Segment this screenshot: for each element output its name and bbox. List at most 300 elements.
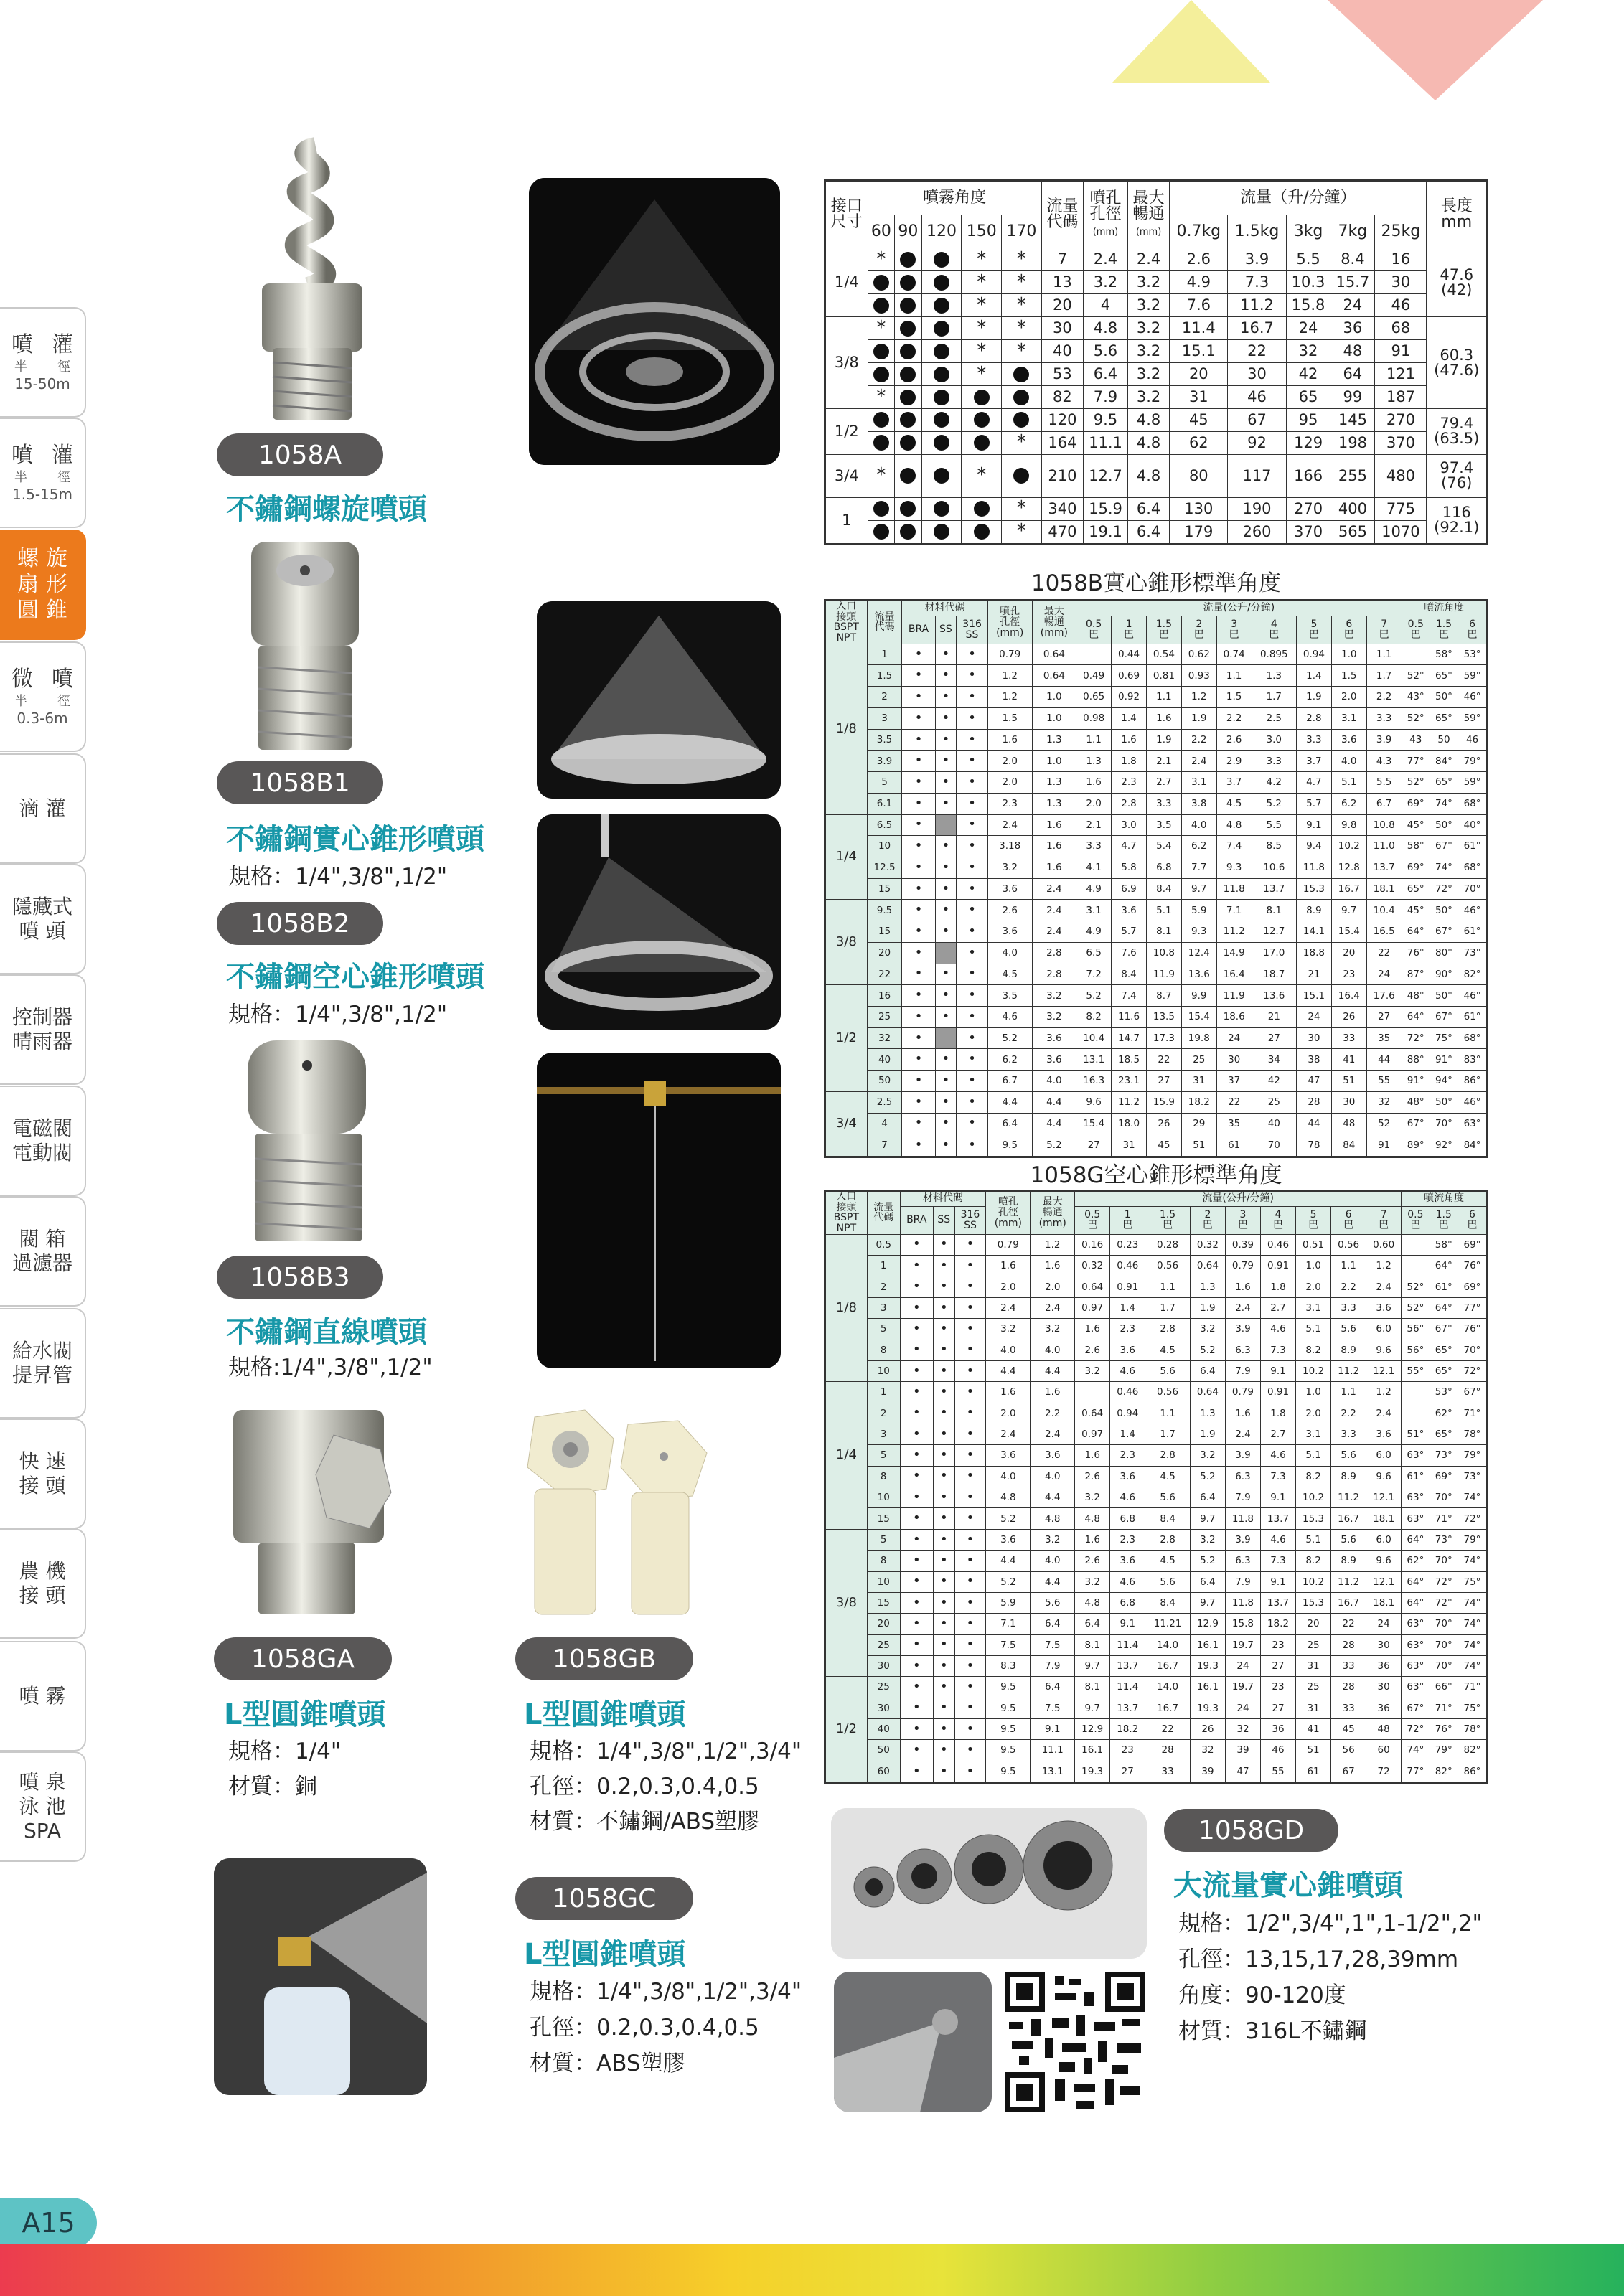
t3-cell: 8.2 [1296, 1466, 1331, 1487]
t1-flow-cell: 370 [1286, 520, 1330, 544]
t3-cell: 6.4 [1190, 1571, 1225, 1592]
t2-cell: 2.4 [1032, 921, 1076, 943]
t2-cell: 50° [1430, 814, 1458, 836]
t2-cell: 0.93 [1181, 665, 1216, 687]
t3-cell: 27 [1260, 1698, 1295, 1718]
sidebar-tab-11[interactable] [0, 1418, 86, 1529]
t2-cell: 1.5 [1216, 687, 1252, 708]
t2-cell: 1.0 [1032, 707, 1076, 729]
page-number: A15 [0, 2198, 97, 2248]
asterisk-icon: * [1016, 520, 1026, 542]
t2-cell: 65° [1402, 878, 1430, 900]
sidebar-tab-3[interactable] [0, 530, 86, 640]
t1-pressure-col: 0.7kg [1170, 215, 1228, 248]
t3-cell: 55° [1402, 1360, 1430, 1381]
t2-cell: 22 [867, 964, 902, 985]
t2-cell: 10.8 [1366, 814, 1402, 836]
t2-cell: 12.8 [1331, 857, 1366, 878]
filled-dot-icon [1013, 412, 1029, 428]
t2-cell: 51 [1181, 1134, 1216, 1157]
table-row [825, 665, 1488, 687]
t3-cell: 30 [1366, 1677, 1402, 1698]
t1-flow-cell: 45 [1170, 409, 1228, 432]
t3-cell: 41 [1296, 1719, 1331, 1740]
t3-cell: 12.1 [1366, 1487, 1402, 1508]
t3-cell: 11.2 [1331, 1487, 1366, 1508]
t3-cell: 11.1 [1031, 1740, 1075, 1761]
t1-angle-mark [868, 409, 895, 432]
t3-cell: 4.8 [1031, 1508, 1075, 1529]
t3-cell: • [900, 1403, 933, 1424]
t1-flow-cell: 36 [1330, 317, 1375, 340]
t2-cell: 5.2 [1252, 793, 1296, 814]
t3-cell: • [954, 1382, 986, 1403]
t1-flow-cell: 370 [1375, 431, 1427, 454]
t3-cell: • [900, 1445, 933, 1466]
t2-cell: 69° [1402, 857, 1430, 878]
t2-cell: 2.5 [1252, 707, 1296, 729]
code-1058b1: 1058B1 [217, 761, 383, 804]
spec2-1058gb: 孔徑：0.2,0.3,0.4,0.5 [530, 1774, 759, 1799]
t3-cell: 1.2 [1366, 1256, 1402, 1276]
t1-flow-cell: 15.8 [1286, 294, 1330, 317]
t3-cell: • [954, 1445, 986, 1466]
t3-cell: 0.91 [1110, 1276, 1145, 1297]
t1-size-cell: 1/4 [825, 248, 868, 317]
t2-cell: 6.5 [867, 814, 902, 836]
t3-cell: 70° [1430, 1634, 1458, 1655]
filled-dot-icon [934, 501, 949, 517]
t1-flow-cell: 1070 [1375, 520, 1427, 544]
t3-cell: 53° [1430, 1382, 1458, 1403]
t3-cell: 52° [1402, 1276, 1430, 1297]
t3-cell: 20 [1296, 1614, 1331, 1634]
t2-cell: 34 [1252, 1049, 1296, 1071]
table-row [825, 1445, 1488, 1466]
t1-code-cell: 40 [1041, 340, 1083, 363]
t1-length-cell: 97.4 (76) [1427, 454, 1488, 497]
t2-cell: 3.9 [867, 751, 902, 772]
t3-cell: 0.97 [1075, 1424, 1110, 1444]
table-row [825, 248, 1488, 271]
t2-cell: 9.7 [1331, 900, 1366, 921]
t2-cell: 0.64 [1032, 644, 1076, 665]
t2-cell: 1.2 [1181, 687, 1216, 708]
t2-cell: 3.2 [1032, 985, 1076, 1007]
t1-size-cell: 1/2 [825, 409, 868, 455]
t3-cell: 3 [867, 1297, 900, 1318]
t2-cell: 58° [1402, 836, 1430, 857]
t3-cell: 67 [1331, 1761, 1366, 1783]
t2-cell: 2.4 [1032, 900, 1076, 921]
table-row [825, 409, 1488, 432]
t2-cell: 2.8 [1296, 707, 1331, 729]
t1-angle-mark [895, 340, 922, 363]
t2-cell: 2.0 [1076, 793, 1112, 814]
t3-cell: 2.0 [1296, 1403, 1331, 1424]
t2-cell: 15 [867, 921, 902, 943]
t2-cell: • [902, 1049, 935, 1071]
table-row [825, 1698, 1488, 1718]
t2-cell: 1.6 [1112, 729, 1147, 751]
t2-cell: 31 [1181, 1071, 1216, 1092]
t3-cell: 0.28 [1145, 1234, 1191, 1255]
t3-cell: • [933, 1256, 954, 1276]
t3-cell: 0.79 [1225, 1256, 1260, 1276]
t2-cell: 1.1 [1366, 644, 1402, 665]
filled-dot-icon [974, 435, 990, 451]
t2-cell: 0.81 [1146, 665, 1181, 687]
sidebar-tab-4[interactable] [0, 641, 92, 752]
sidebar-line: 控制器 [11, 1004, 72, 1029]
t2-cell: 2.8 [1112, 793, 1147, 814]
sidebar-tab-12[interactable] [0, 1528, 86, 1639]
t3-cell: 0.56 [1145, 1382, 1191, 1403]
t2-cell: 70° [1430, 1113, 1458, 1134]
t3-cell: 51 [1296, 1740, 1331, 1761]
t3-cell: 63° [1402, 1508, 1430, 1529]
t3-cell: 6.4 [1031, 1614, 1075, 1634]
sidebar-tab-10[interactable] [0, 1308, 86, 1418]
t3-cell: 9.7 [1190, 1508, 1225, 1529]
table-row [825, 271, 1488, 294]
t3-cell: 72° [1430, 1592, 1458, 1613]
t3-cell: 9.1 [1260, 1360, 1295, 1381]
t3-cell: 10 [867, 1360, 900, 1381]
t3-cell: • [933, 1319, 954, 1340]
sidebar-tab-14[interactable] [0, 1751, 86, 1862]
t3-cell: 1.7 [1145, 1297, 1191, 1318]
t3-cell: • [900, 1234, 933, 1255]
t2-cell: 84 [1331, 1134, 1366, 1157]
t3-cell: 64° [1402, 1571, 1430, 1592]
t1-angle-mark [921, 431, 962, 454]
asterisk-icon: * [1016, 248, 1026, 270]
t2-cell: 50 [1430, 729, 1458, 751]
t3-cell: 12.1 [1366, 1360, 1402, 1381]
spiral-nozzle-spec-table [824, 179, 1488, 545]
t3-cell: 1.6 [1225, 1403, 1260, 1424]
t2-cell: 10.4 [1366, 900, 1402, 921]
t2-cell: 3.6 [1112, 900, 1147, 921]
t2-cell: 2.2 [1181, 729, 1216, 751]
t3-cell: 0.91 [1260, 1382, 1295, 1403]
t3-cell: 1.4 [1110, 1424, 1145, 1444]
t1-flow-cell: 65 [1286, 386, 1330, 409]
t3-cell: 48 [1366, 1719, 1402, 1740]
t2-cell: 21 [1296, 964, 1331, 985]
t2-cell: 5.5 [1366, 772, 1402, 794]
t3-cell: 74° [1458, 1655, 1487, 1676]
t2-cell: 7.4 [1216, 836, 1252, 857]
t3-cell: 76° [1430, 1719, 1458, 1740]
t1-length-cell: 79.4 (63.5) [1427, 409, 1488, 455]
t2-cell: • [957, 1113, 988, 1134]
t2-code-header: 流量 代碼 [867, 601, 902, 644]
sidebar-line: 電動閥 [11, 1141, 72, 1165]
t3-cell: 69° [1430, 1466, 1458, 1487]
t1-flow-cell: 46 [1375, 294, 1427, 317]
t3-cell: • [900, 1256, 933, 1276]
t3-cell: 7.9 [1031, 1655, 1075, 1676]
t2-cell: 3.5 [1146, 814, 1181, 836]
t2-cell: 5.4 [1146, 836, 1181, 857]
t1-orifice-cell: 2.4 [1084, 248, 1128, 271]
t1-orifice-cell: 12.7 [1084, 454, 1128, 497]
t2-cell: 18.8 [1296, 942, 1331, 964]
t2-material-col: BRA [902, 616, 935, 644]
t2-cell: • [935, 1091, 957, 1113]
t3-pressure-col: 5 巴 [1296, 1206, 1331, 1234]
t3-cell: 2 [867, 1403, 900, 1424]
sidebar-label [19, 1559, 66, 1608]
t2-cell: 1.5 [867, 665, 902, 687]
t3-cell: 64° [1430, 1297, 1458, 1318]
t1-angle-mark [962, 386, 1002, 409]
t3-cell: 2.3 [1110, 1529, 1145, 1550]
t2-cell: • [957, 707, 988, 729]
t2-cell: 0.92 [1112, 687, 1147, 708]
t3-cell: 20 [867, 1614, 900, 1634]
spec2-1058gc: 孔徑：0.2,0.3,0.4,0.5 [530, 2015, 759, 2041]
t2-cell: 16.7 [1331, 878, 1366, 900]
t3-cell: 6.8 [1110, 1508, 1145, 1529]
straight-spray-photo [537, 1053, 781, 1368]
t2-cell: 0.74 [1216, 644, 1252, 665]
t1-passage-cell: 3.2 [1127, 340, 1169, 363]
t3-cell: 1.2 [1366, 1382, 1402, 1403]
t2-cell: 1.6 [1076, 772, 1112, 794]
t2-cell: • [935, 1006, 957, 1027]
t2-cell: 3.1 [1076, 900, 1112, 921]
solid-cone-spray-photo [537, 601, 781, 799]
t2-cell: • [902, 985, 935, 1007]
t3-cell: 2.6 [1075, 1466, 1110, 1487]
t1-flow-cell: 15.7 [1330, 271, 1375, 294]
t2-cell: 4.2 [1252, 772, 1296, 794]
sidebar-tab-9[interactable] [0, 1196, 86, 1307]
t3-cell: 78° [1458, 1424, 1487, 1444]
t2-cell: • [957, 814, 988, 836]
t2-cell: 18.6 [1216, 1006, 1252, 1027]
t2-cell: 55 [1366, 1071, 1402, 1092]
t3-cell: 67° [1402, 1698, 1430, 1718]
t2-cell: 89° [1402, 1134, 1430, 1157]
t3-cell: • [954, 1466, 986, 1487]
t2-cell: 12.5 [867, 857, 902, 878]
t3-cell: 64° [1402, 1529, 1430, 1550]
t2-cell: 1.1 [1076, 729, 1112, 751]
t3-cell: • [933, 1508, 954, 1529]
t2-flow-header: 流量(公升/分鐘) [1076, 601, 1402, 616]
t1-angle-mark [895, 409, 922, 432]
t1-flow-cell: 32 [1286, 340, 1330, 363]
t2-cell: • [902, 1006, 935, 1027]
t2-cell: • [935, 687, 957, 708]
t2-cell: 5.5 [1252, 814, 1296, 836]
t3-cell: 8.9 [1331, 1466, 1366, 1487]
t3-size-cell: 1/4 [825, 1382, 868, 1530]
spec4-1058gd: 材質：316L不鏽鋼 [1178, 2018, 1367, 2044]
t2-cell: 2.0 [1331, 687, 1366, 708]
qr-code[interactable] [1005, 1972, 1145, 2112]
t1-passage-cell: 3.2 [1127, 317, 1169, 340]
t2-cell: 4.1 [1076, 857, 1112, 878]
t3-cell: 3.6 [1110, 1551, 1145, 1571]
t1-angle-mark [895, 454, 922, 497]
t2-cell: 5.7 [1112, 921, 1147, 943]
t3-cell: • [900, 1719, 933, 1740]
t2-cell: 38 [1296, 1049, 1331, 1071]
t3-cell: • [933, 1719, 954, 1740]
t3-cell: 0.16 [1075, 1234, 1110, 1255]
t2-cell: 26 [1146, 1113, 1181, 1134]
sidebar-line: 接 頭 [19, 1474, 66, 1497]
t1-flow-cell: 8.4 [1330, 248, 1375, 271]
t2-cell: 1.5 [987, 707, 1032, 729]
t1-flow-cell: 30 [1375, 271, 1427, 294]
t3-cell: 28 [1331, 1634, 1366, 1655]
table-row [825, 687, 1488, 708]
t2-cell: 48° [1402, 1091, 1430, 1113]
t2-size-cell: 1/4 [825, 814, 868, 900]
t2-cell: 3.6 [1331, 729, 1366, 751]
t3-cell: • [954, 1529, 986, 1550]
t3-cell: • [900, 1571, 933, 1592]
t3-cell: • [954, 1319, 986, 1340]
asterisk-icon: * [1016, 339, 1026, 362]
t2-cell: • [957, 964, 988, 985]
t2-cell: 52° [1402, 772, 1430, 794]
t1-orifice-cell: 6.4 [1084, 363, 1128, 386]
t2-cell: 2.7 [1146, 772, 1181, 794]
t1-flow-cell: 62 [1170, 431, 1228, 454]
t3-cell: 6.0 [1366, 1529, 1402, 1550]
t3-material-header: 材料代碼 [900, 1191, 986, 1207]
t3-cell: 0.23 [1110, 1234, 1145, 1255]
asterisk-icon: * [876, 464, 886, 486]
sidebar-tab-6[interactable] [0, 864, 86, 974]
t3-cell: 36 [1366, 1655, 1402, 1676]
t2-cell: 9.4 [1296, 836, 1331, 857]
table-row [825, 1276, 1488, 1297]
table-row [825, 294, 1488, 317]
t2-cell: 15.1 [1296, 985, 1331, 1007]
t1-orifice-cell: 11.1 [1084, 431, 1128, 454]
t3-cell: 14.0 [1145, 1634, 1191, 1655]
t2-cell: 43 [1402, 729, 1430, 751]
t3-cell: 76° [1458, 1319, 1487, 1340]
t3-cell: 9.1 [1110, 1614, 1145, 1634]
t2-cell: 50° [1430, 687, 1458, 708]
t2-cell: 68° [1458, 793, 1488, 814]
t1-passage-cell: 4.8 [1127, 454, 1169, 497]
t2-pressure-col: 1 巴 [1112, 616, 1147, 644]
t3-cell: 2.6 [1075, 1340, 1110, 1360]
sidebar-tab-13[interactable] [0, 1641, 86, 1751]
t2-cell: 6.7 [987, 1071, 1032, 1092]
t3-cell: 4.0 [1031, 1340, 1075, 1360]
t3-cell: 8.2 [1296, 1551, 1331, 1571]
sidebar-label [19, 796, 66, 821]
t2-cell: 2.3 [1112, 772, 1147, 794]
t3-cell: 0.64 [1075, 1403, 1110, 1424]
t2-cell: 67° [1430, 836, 1458, 857]
t2-cell: 7.7 [1181, 857, 1216, 878]
t3-cell: 2 [867, 1276, 900, 1297]
t2-cell: 3.2 [987, 857, 1032, 878]
sidebar-tab-7[interactable] [0, 974, 86, 1085]
sidebar-tab-1[interactable] [0, 307, 92, 418]
t3-cell: 3.1 [1296, 1424, 1331, 1444]
t3-cell: 2.2 [1331, 1276, 1366, 1297]
t2-cell: • [957, 772, 988, 794]
sidebar-line: 晴雨器 [11, 1030, 72, 1053]
sidebar-tab-8[interactable] [0, 1086, 86, 1196]
sidebar-tab-2[interactable] [0, 418, 92, 528]
t1-pressure-col: 1.5kg [1228, 215, 1286, 248]
sidebar-tab-5[interactable] [0, 753, 86, 864]
t3-cell: • [933, 1677, 954, 1698]
t3-cell: 67° [1458, 1382, 1487, 1403]
t2-cell: 11.2 [1216, 921, 1252, 943]
t3-pressure-col: 1 巴 [1110, 1206, 1145, 1234]
t3-cell: 4.4 [986, 1360, 1031, 1381]
t3-cell: 9.5 [986, 1698, 1031, 1718]
title-1058b2: 不鏽鋼空心錐形噴頭 [226, 961, 484, 994]
t3-cell: 30 [867, 1698, 900, 1718]
t1-flow-cell: 3.9 [1228, 248, 1286, 271]
t3-cell: 0.32 [1190, 1234, 1225, 1255]
t3-cell: 62° [1430, 1403, 1458, 1424]
filled-dot-icon [1013, 468, 1029, 484]
decorative-triangle-pink [1328, 0, 1543, 100]
t2-cell: 1.0 [1331, 644, 1366, 665]
t3-cell: 5.1 [1296, 1529, 1331, 1550]
t3-cell: • [900, 1360, 933, 1381]
table-row [825, 520, 1488, 544]
t2-cell: • [935, 729, 957, 751]
t3-cell: 3.2 [1190, 1445, 1225, 1466]
filled-dot-icon [934, 468, 949, 484]
t3-cell: 30 [1366, 1634, 1402, 1655]
t2-cell: 6.2 [987, 1049, 1032, 1071]
t2-cell: 11.8 [1216, 878, 1252, 900]
t2-cell: 2.2 [1216, 707, 1252, 729]
t1-angle-mark [962, 271, 1002, 294]
t1-angle-mark [962, 497, 1002, 520]
t3-cell: 45 [1331, 1719, 1366, 1740]
t3-cell: 1.6 [1225, 1276, 1260, 1297]
table-row [825, 1319, 1488, 1340]
t3-cell: 72 [1366, 1761, 1402, 1783]
t2-cell: 40 [867, 1049, 902, 1071]
table-row [825, 1592, 1488, 1613]
sidebar-title: 噴灌 [11, 443, 92, 469]
t1-angle-mark [1002, 431, 1042, 454]
asterisk-icon: * [1016, 316, 1026, 339]
t3-cell: 3 [867, 1424, 900, 1444]
t2-cell: 3.5 [987, 985, 1032, 1007]
t3-cell: 51° [1402, 1424, 1430, 1444]
filled-dot-icon [934, 435, 949, 451]
t3-cell: • [954, 1761, 986, 1783]
t2-cell: • [902, 836, 935, 857]
t2-cell: 5.7 [1296, 793, 1331, 814]
t3-cell: 26 [1190, 1719, 1225, 1740]
t2-cell: 17.3 [1146, 1027, 1181, 1049]
t3-cell: 1.0 [1296, 1256, 1331, 1276]
